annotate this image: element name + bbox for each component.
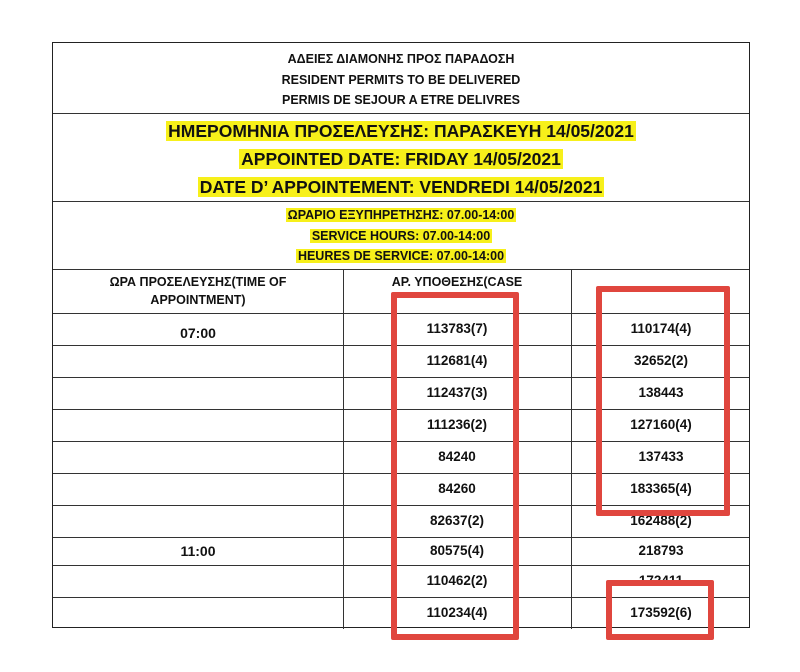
hours-english: SERVICE HOURS: 07.00-14:00 bbox=[311, 228, 491, 243]
case-number: 112681(4) bbox=[426, 353, 488, 368]
red-highlight-box-col2-bottom bbox=[606, 580, 714, 640]
case-number: 110462(2) bbox=[426, 573, 488, 588]
case-number: 110174(4) bbox=[630, 321, 692, 336]
title-french: PERMIS DE SEJOUR A ETRE DELIVRES bbox=[281, 93, 520, 107]
title-greek: ΑΔΕΙΕΣ ΔΙΑΜΟΝΗΣ ΠΡΟΣ ΠΑΡΑΔΟΣΗ bbox=[287, 52, 515, 66]
case-number: 84240 bbox=[438, 449, 476, 464]
case-number: 80575(4) bbox=[429, 543, 485, 558]
case-header-line: ΑΡ. ΥΠΟΘΕΣΗΣ(CASE bbox=[391, 275, 523, 289]
case-number: 172411 bbox=[638, 573, 684, 588]
red-highlight-box-col1 bbox=[391, 292, 519, 640]
case-number: 183365(4) bbox=[630, 481, 692, 496]
divider bbox=[53, 113, 749, 114]
case-number: 112437(3) bbox=[426, 385, 488, 400]
case-number: 32652(2) bbox=[633, 353, 689, 368]
date-french: DATE D’ APPOINTEMENT: VENDREDI 14/05/2021 bbox=[199, 177, 603, 197]
time-header-line: ΩΡΑ ΠΡΟΣΕΛΕΥΣΗΣ(TIME OF bbox=[109, 275, 287, 289]
title-block bbox=[53, 49, 749, 111]
case-number: 113783(7) bbox=[426, 321, 488, 336]
time-label-0700: 07:00 bbox=[180, 325, 216, 341]
case-number: 137433 bbox=[638, 449, 684, 464]
case-number: 162488(2) bbox=[630, 513, 692, 528]
title-english: RESIDENT PERMITS TO BE DELIVERED bbox=[281, 72, 521, 87]
case-column-header bbox=[343, 273, 571, 291]
date-english: APPOINTED DATE: FRIDAY 14/05/2021 bbox=[241, 149, 561, 169]
hours-greek: ΩΡΑΡΙΟ ΕΞΥΠΗΡΕΤΗΣΗΣ: 07.00-14:00 bbox=[287, 208, 515, 222]
time-column-header bbox=[53, 273, 343, 309]
divider bbox=[53, 269, 749, 270]
divider bbox=[53, 201, 749, 202]
hours-french: HEURES DE SERVICE: 07.00-14:00 bbox=[297, 249, 505, 263]
case-number: 173592(6) bbox=[630, 605, 692, 620]
case-number: 110234(4) bbox=[426, 605, 488, 620]
case-number: 138443 bbox=[638, 385, 684, 400]
case-number: 218793 bbox=[638, 543, 684, 558]
case-number: 127160(4) bbox=[630, 417, 692, 432]
case-number: 82637(2) bbox=[429, 513, 485, 528]
date-block bbox=[53, 117, 749, 201]
time-label-1100: 11:00 bbox=[180, 543, 216, 559]
hours-block bbox=[53, 205, 749, 267]
case-number: 84260 bbox=[438, 481, 476, 496]
red-highlight-box-col2-top bbox=[596, 286, 730, 516]
date-greek: ΗΜΕΡΟΜΗΝΙΑ ΠΡΟΣΕΛΕΥΣΗΣ: ΠΑΡΑΣΚΕΥΗ 14/05/2021 bbox=[168, 121, 634, 141]
case-number: 111236(2) bbox=[426, 417, 488, 432]
time-header-line: APPOINTMENT) bbox=[150, 293, 246, 307]
